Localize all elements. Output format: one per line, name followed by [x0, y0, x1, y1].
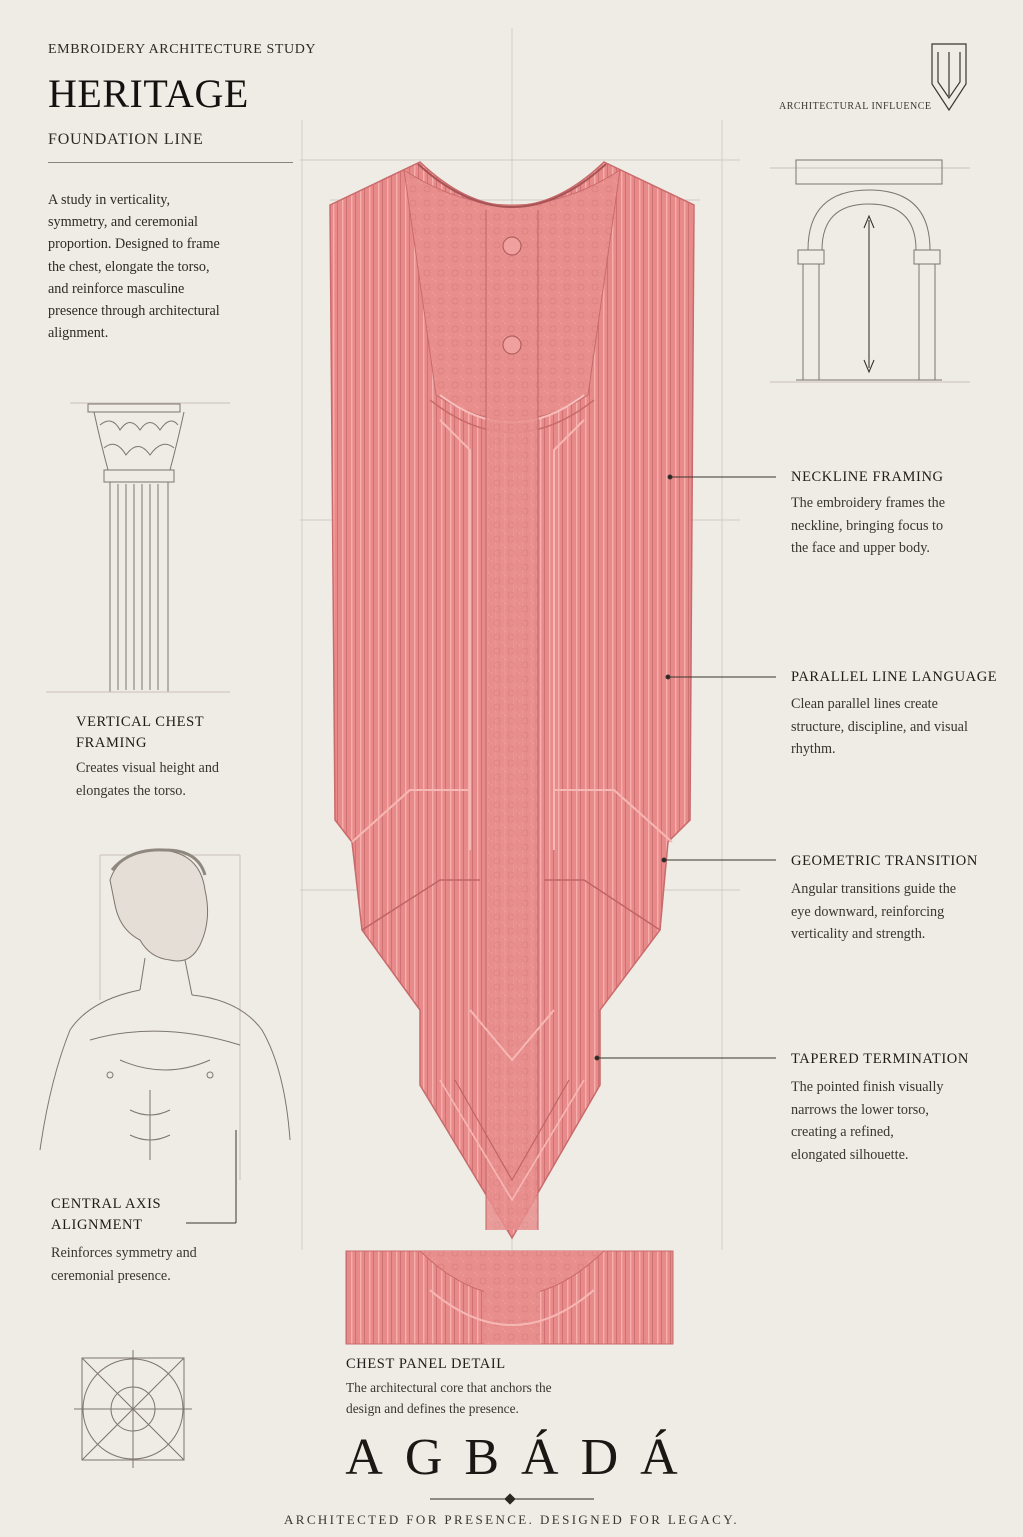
tapered-termination-label: TAPERED TERMINATION: [791, 1051, 969, 1067]
parallel-line-language-label: PARALLEL LINE LANGUAGE: [791, 669, 998, 685]
brand-tagline: ARCHITECTED FOR PRESENCE. DESIGNED FOR LEGACY.: [283, 1512, 740, 1527]
brand-divider: [430, 1493, 594, 1504]
chest-panel-detail-desc: The architectural core that anchors the design and defines the presence.: [346, 1380, 552, 1416]
architectural-influence-label: ARCHITECTURAL INFLUENCE: [779, 101, 932, 112]
vertical-chest-framing-desc: Creates visual height and elongates the torso.: [76, 760, 220, 799]
shield-emblem-icon: [932, 44, 966, 110]
central-axis-alignment-label: CENTRAL AXIS ALIGNMENT: [51, 1196, 162, 1233]
david-bust-sketch: [40, 850, 290, 1180]
intro-paragraph: A study in verticality, symmetry, and ceremonial proportion. Designed to frame the chest, elongate the torso, and reinforce masculine presence through architectural alignment.: [48, 192, 220, 342]
neckline-framing-label: NECKLINE FRAMING: [791, 469, 944, 485]
chest-panel-detail-image: [346, 1251, 673, 1344]
embroidery-panel: [330, 162, 694, 1238]
vertical-chest-framing-label: VERTICAL CHEST FRAMING: [76, 714, 204, 751]
chest-panel-detail-label: CHEST PANEL DETAIL: [346, 1356, 506, 1372]
neckline-framing-desc: The embroidery frames the neckline, bringing focus to the face and upper body.: [791, 495, 946, 557]
geometric-transition-label: GEOMETRIC TRANSITION: [791, 853, 978, 869]
arch-sketch: [770, 160, 970, 382]
geometric-transition-desc: Angular transitions guide the eye downward, reinforcing verticality and strength.: [791, 881, 957, 943]
eyebrow-label: EMBROIDERY ARCHITECTURE STUDY: [48, 42, 317, 57]
title-divider: [48, 162, 293, 163]
central-axis-alignment-desc: Reinforces symmetry and ceremonial presence.: [51, 1245, 197, 1284]
brand-wordmark: AGBÁDÁ: [345, 1429, 700, 1486]
page-subtitle: FOUNDATION LINE: [48, 131, 204, 148]
parallel-line-language-desc: Clean parallel lines create structure, discipline, and visual rhythm.: [791, 696, 968, 758]
page-title: HERITAGE: [48, 71, 249, 116]
tapered-termination-desc: The pointed finish visually narrows the lower torso, creating a refined, elongated silhouette.: [791, 1079, 944, 1163]
column-sketch: [46, 403, 230, 692]
